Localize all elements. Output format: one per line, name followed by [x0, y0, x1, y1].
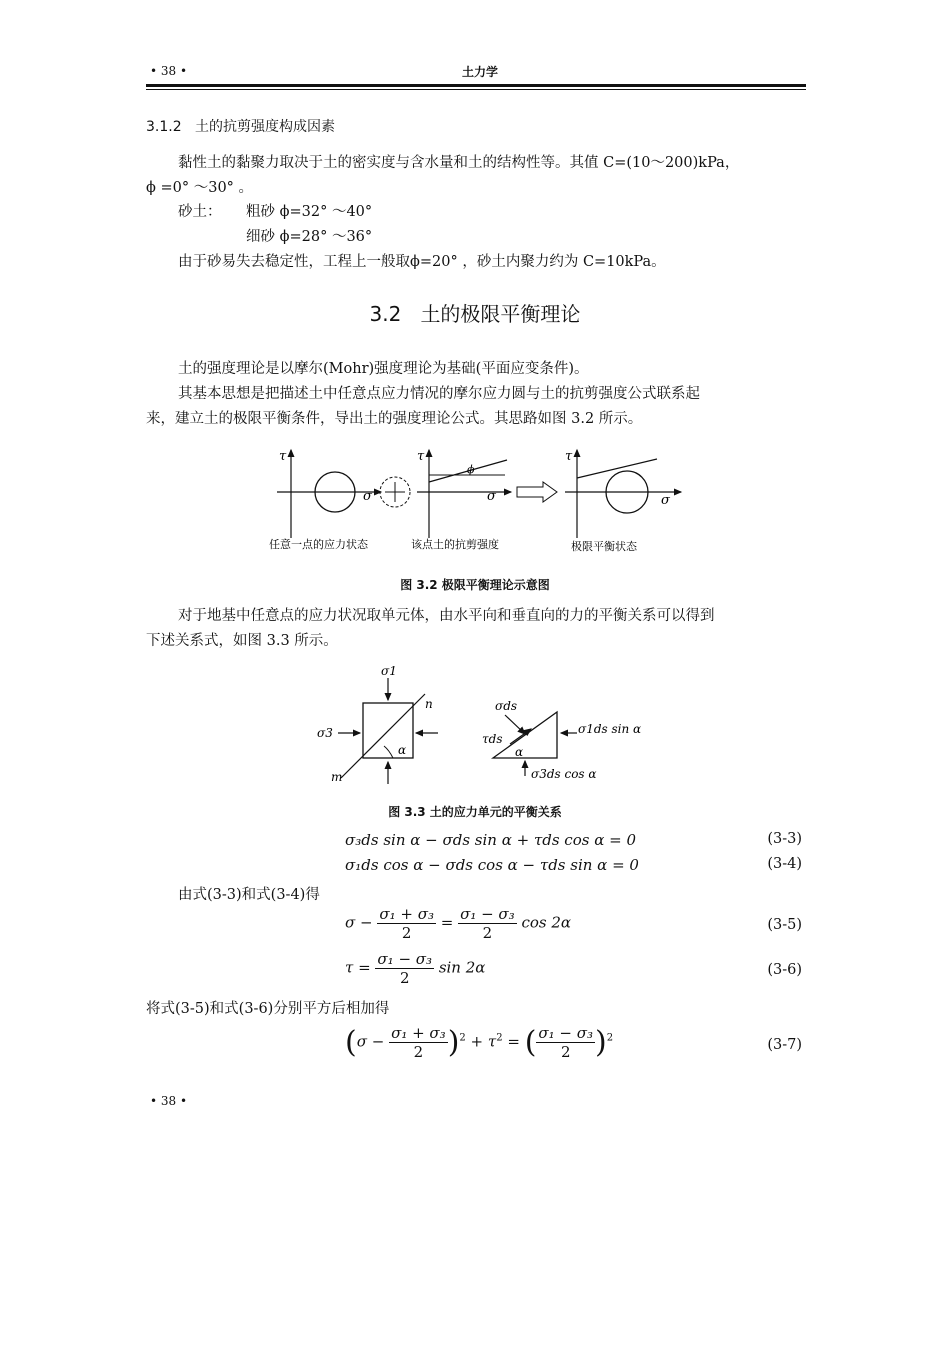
para3-line1: 对于地基中任意点的应力状况取单元体，由水平向和垂直向的力的平衡关系可以得到 — [178, 608, 715, 624]
subsection-title: 土的抗剪强度构成因素 — [194, 119, 335, 135]
sand-label: 砂土： — [178, 204, 222, 220]
frac-den: 2 — [560, 1043, 571, 1061]
alpha-label: α — [398, 743, 407, 757]
equation-3-3-number: (3-3) — [767, 831, 802, 847]
from-eq-text: 由式(3-3)和式(3-4)得 — [178, 887, 320, 903]
fig32-arrow — [517, 482, 557, 502]
equation-3-6-number: (3-6) — [767, 962, 802, 978]
section-number: 3.2 — [369, 302, 402, 326]
tau-ds-label: τds — [482, 732, 503, 746]
sigma3-ds-cos-label: σ3ds cos α — [531, 767, 597, 781]
para1-line2: ϕ =0° ～30° 。 — [146, 180, 254, 196]
frac-num: σ₁ + σ₃ — [379, 905, 434, 923]
eq-sigma: σ — [345, 913, 356, 932]
tau-label: τ — [279, 449, 287, 464]
sigma-label: σ — [363, 489, 372, 504]
equation-3-3: σ₃ds sin α − σds sin α + τds cos α = 0 — [345, 831, 636, 849]
phi-label: ϕ — [467, 463, 475, 476]
frac-num: σ₁ − σ₃ — [377, 950, 433, 968]
wedge-element — [482, 699, 641, 781]
sigma1-label: σ1 — [381, 664, 397, 678]
eq-sin2a: sin 2α — [438, 958, 486, 977]
eq-tau: τ — [345, 958, 354, 977]
header-page-number: • 38 • — [150, 64, 188, 78]
fig32-label-1: 任意一点的应力状态 — [269, 538, 368, 551]
para1-line1: 黏性土的黏聚力取决于土的密实度与含水量和土的结构性等。其值 C=(10～200)kPa， — [178, 155, 740, 171]
fig32-circle-plus — [380, 477, 410, 507]
section-title: 土的极限平衡理论 — [420, 302, 581, 326]
frac-diff — [458, 905, 517, 942]
stress-element — [317, 664, 438, 784]
fine-sand: 细砂 ϕ=28° ～36° — [246, 229, 373, 245]
header-rule-thin — [146, 89, 806, 90]
combine-text: 将式(3-5)和式(3-6)分别平方后相加得 — [146, 1001, 390, 1017]
frac-num: σ₁ − σ₃ — [460, 905, 515, 923]
sigma3-label: σ3 — [317, 726, 333, 740]
frac-den: 2 — [399, 969, 410, 987]
footer-page-number: • 38 • — [150, 1094, 188, 1108]
equation-3-6: τ = $\frac{\text{σ₁ − σ₃}}{2}$ sin 2α — [345, 950, 486, 987]
subsection-number: 3.1.2 — [146, 119, 182, 135]
n-label: n — [425, 697, 433, 711]
fig32-panel-stress-state — [269, 449, 381, 551]
para1-line5: 由于砂易失去稳定性，工程上一般取ϕ=20° ，砂土内聚力约为 C=10kPa。 — [178, 254, 666, 270]
equation-3-5-number: (3-5) — [767, 917, 802, 933]
para2-line2: 其基本思想是把描述土中任意点应力情况的摩尔应力圆与土的抗剪强度公式联系起 — [178, 386, 700, 402]
sigma-label: σ — [661, 493, 670, 508]
frac-num: σ₁ − σ₃ — [538, 1024, 594, 1042]
fig32-label-3: 极限平衡状态 — [571, 540, 637, 553]
tau-label: τ — [565, 449, 573, 464]
figure-3-2-caption: 图 3.2 极限平衡理论示意图 — [400, 578, 550, 592]
para3-line2: 下述关系式，如图 3.3 所示。 — [146, 633, 338, 649]
figure-3-3-caption: 图 3.3 土的应力单元的平衡关系 — [388, 805, 562, 819]
figure-3-2 — [255, 440, 695, 560]
strength-envelope — [577, 459, 657, 478]
frac-sum — [389, 1024, 448, 1061]
para2-line1: 土的强度理论是以摩尔(Mohr)强度理论为基础(平面应变条件)。 — [178, 361, 589, 377]
sigma-ds-label: σds — [495, 699, 518, 713]
figure-3-3 — [305, 660, 655, 785]
sigma1-ds-sin-label: σ1ds sin α — [578, 722, 642, 736]
frac-diff — [536, 1024, 595, 1061]
alpha-label: α — [515, 745, 524, 759]
fig32-panel-limit-equilibrium — [565, 449, 681, 553]
eq-cos2a: cos 2α — [521, 913, 572, 932]
frac-sum — [377, 905, 436, 942]
fig32-label-2: 该点土的抗剪强度 — [411, 538, 499, 551]
para2-line3: 来，建立土的极限平衡条件，导出土的强度理论公式。其思路如图 3.2 所示。 — [146, 411, 643, 427]
section-heading — [0, 298, 950, 327]
frac-diff — [375, 950, 434, 987]
frac-den: 2 — [482, 924, 493, 942]
equation-3-5: σ − $\frac{\text{σ₁ + σ₃}}{2}$ = $\frac{\text{σ₁ − σ₃}}{2}$ cos 2α — [345, 905, 572, 942]
m-label: m — [331, 770, 343, 784]
equation-3-4: σ₁ds cos α − σds cos α − τds sin α = 0 — [345, 856, 639, 874]
coarse-sand: 粗砂 ϕ=32° ～40° — [246, 204, 373, 220]
eq-tau: τ — [487, 1032, 497, 1051]
equation-3-7-number: (3-7) — [767, 1037, 802, 1053]
tau-label: τ — [417, 449, 425, 464]
subsection-heading — [146, 116, 335, 136]
header-rule-thick — [146, 84, 806, 87]
equation-3-7: (σ − $\frac{\text{σ₁ + σ₃}}{2}$ )$^2 + \tau^2$ = ( $\frac{\text{σ₁ − σ₃}}{2}$ )$^2$ — [345, 1024, 614, 1061]
header-title: 土力学 — [461, 65, 498, 79]
sigma-label: σ — [487, 489, 496, 504]
eq-sigma: σ — [356, 1032, 367, 1051]
fig32-panel-shear-strength — [411, 449, 511, 551]
frac-den: 2 — [413, 1043, 424, 1061]
frac-den: 2 — [401, 924, 412, 942]
frac-num: σ₁ + σ₃ — [391, 1024, 446, 1042]
equation-3-4-number: (3-4) — [767, 856, 802, 872]
